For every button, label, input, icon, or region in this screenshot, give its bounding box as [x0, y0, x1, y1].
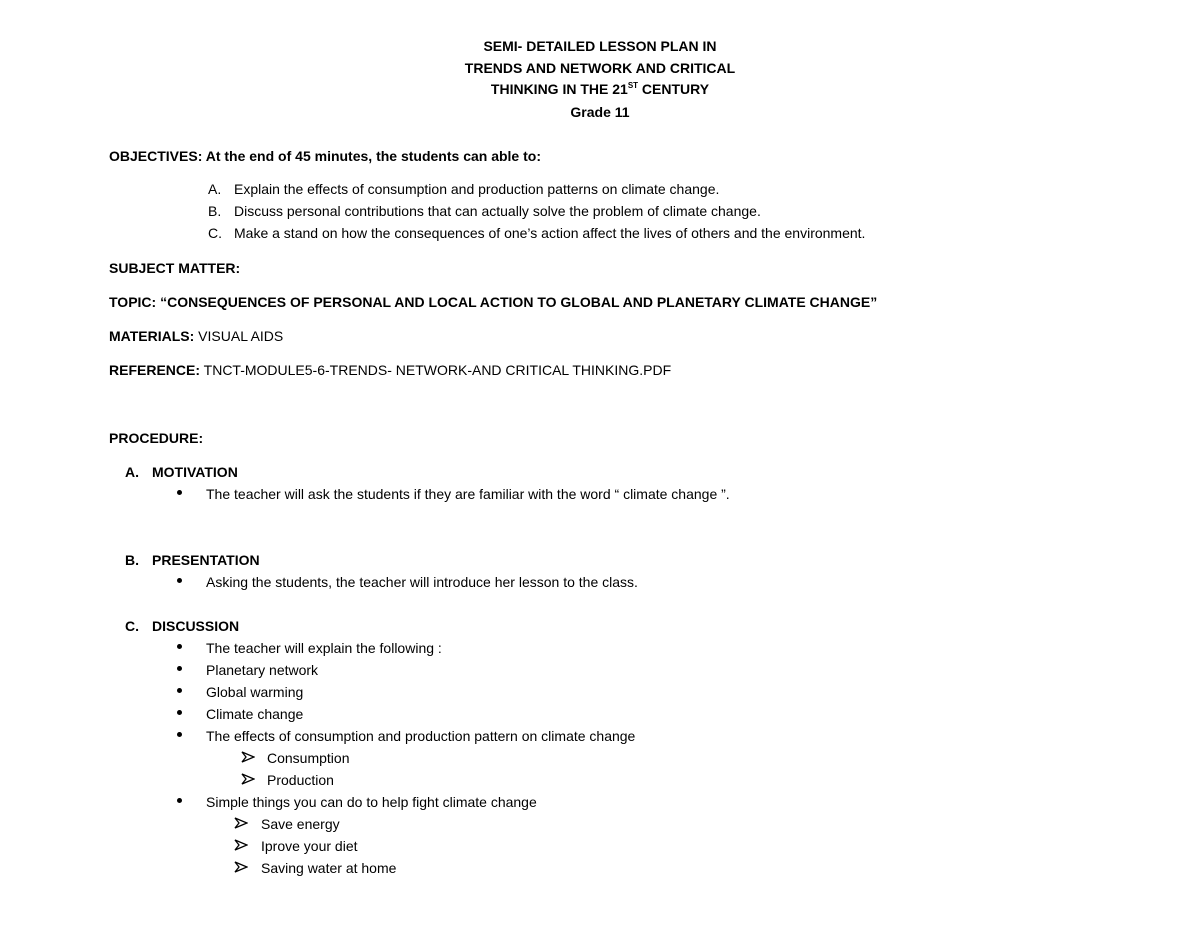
arrow-bullet-icon — [234, 839, 248, 851]
title-superscript: ST — [627, 81, 639, 90]
presentation-marker: B. — [125, 552, 139, 568]
discussion-bullet-3: Global warming — [206, 684, 304, 700]
reference-value: TNCT-MODULE5-6-TRENDS- NETWORK-AND CRITICAL THINKING.PDF — [200, 362, 672, 378]
bullet-icon — [177, 732, 182, 737]
simple-things-bullet: Simple things you can do to help fight climate change — [206, 794, 537, 810]
reference-label: REFERENCE: — [109, 362, 201, 378]
arrow-bullet-icon — [234, 817, 248, 829]
bullet-icon — [177, 688, 182, 693]
materials-line — [109, 327, 283, 345]
objectives-heading: OBJECTIVES: At the end of 45 minutes, the students can able to: — [109, 148, 541, 164]
motivation-bullet: The teacher will ask the students if they are familiar with the word “ climate change ”. — [206, 486, 730, 502]
objective-text-c: Make a stand on how the consequences of one’s action affect the lives of others and the environment. — [234, 225, 866, 241]
bullet-icon — [177, 578, 182, 583]
presentation-bullet: Asking the students, the teacher will introduce her lesson to the class. — [206, 574, 638, 590]
effects-sub-consumption: Consumption — [267, 750, 350, 766]
discussion-title: DISCUSSION — [152, 618, 240, 634]
discussion-marker: C. — [125, 618, 139, 634]
bullet-icon — [177, 666, 182, 671]
presentation-title: PRESENTATION — [152, 552, 260, 568]
reference-line — [109, 361, 671, 379]
title-line-3 — [0, 80, 1200, 98]
grade-label: Grade 11 — [570, 104, 630, 120]
title-line-2: TRENDS AND NETWORK AND CRITICAL — [464, 60, 736, 76]
title-line-3-main: THINKING IN THE 21 — [490, 81, 628, 97]
arrow-bullet-icon — [234, 861, 248, 873]
discussion-bullet-2: Planetary network — [206, 662, 319, 678]
bullet-icon — [177, 710, 182, 715]
objective-marker-b: B. — [208, 203, 222, 219]
subject-matter-heading: SUBJECT MATTER: — [109, 260, 241, 276]
procedure-heading: PROCEDURE: — [109, 430, 204, 446]
discussion-bullet-1: The teacher will explain the following : — [206, 640, 442, 656]
title-line-1: SEMI- DETAILED LESSON PLAN IN — [483, 38, 717, 54]
motivation-marker: A. — [125, 464, 139, 480]
motivation-title: MOTIVATION — [152, 464, 238, 480]
bullet-icon — [177, 644, 182, 649]
arrow-bullet-icon — [241, 773, 255, 785]
effects-sub-production: Production — [267, 772, 334, 788]
bullet-icon — [177, 798, 182, 803]
discussion-bullet-5: The effects of consumption and production pattern on climate change — [206, 728, 636, 744]
objective-text-a: Explain the effects of consumption and production patterns on climate change. — [234, 181, 720, 197]
objective-text-b: Discuss personal contributions that can actually solve the problem of climate change. — [234, 203, 761, 219]
materials-label: MATERIALS: — [109, 328, 195, 344]
discussion-bullet-4: Climate change — [206, 706, 304, 722]
objective-marker-a: A. — [208, 181, 222, 197]
simple-sub-diet: Iprove your diet — [261, 838, 358, 854]
materials-value: VISUAL AIDS — [194, 328, 284, 344]
bullet-icon — [177, 490, 182, 495]
simple-sub-save-energy: Save energy — [261, 816, 340, 832]
topic-line: TOPIC: “CONSEQUENCES OF PERSONAL AND LOCAL ACTION TO GLOBAL AND PLANETARY CLIMATE CHANGE” — [109, 294, 878, 310]
title-line-3-end: CENTURY — [638, 81, 710, 97]
objective-marker-c: C. — [208, 225, 222, 241]
arrow-bullet-icon — [241, 751, 255, 763]
simple-sub-water: Saving water at home — [261, 860, 397, 876]
